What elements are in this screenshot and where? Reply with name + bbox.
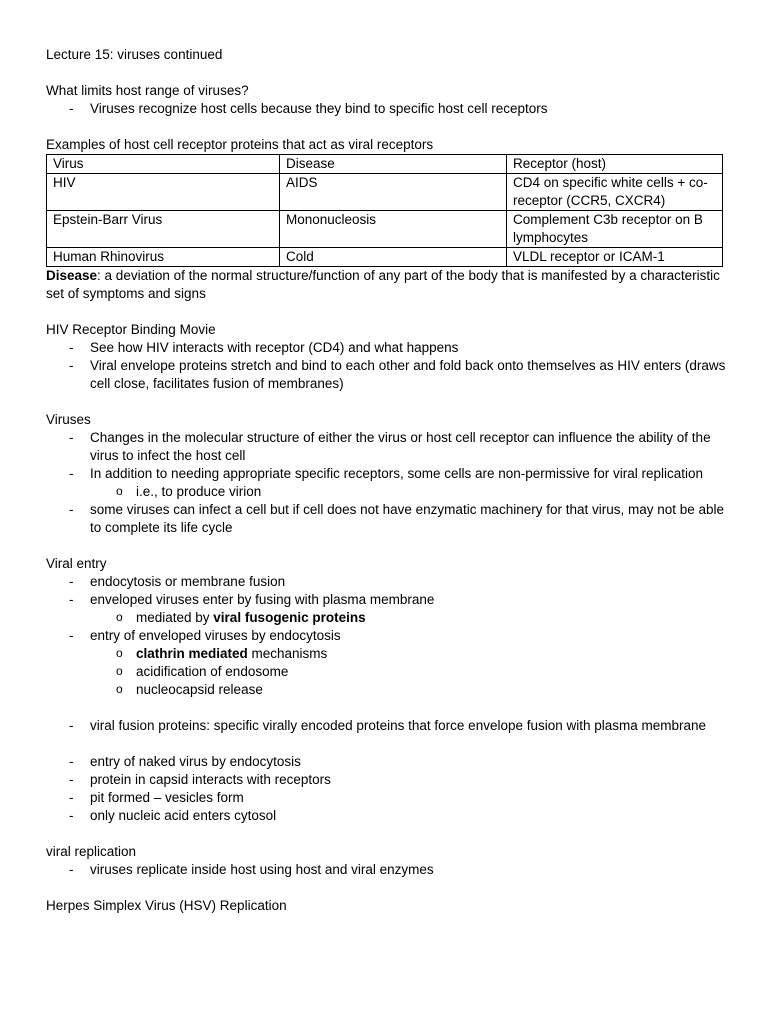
table-cell: AIDS [280,174,507,211]
hiv-movie-heading: HIV Receptor Binding Movie [46,322,216,337]
table-cell: VLDL receptor or ICAM-1 [507,248,723,267]
list-item-text: entry of enveloped viruses by endocytosis [90,628,341,643]
table-header-cell: Virus [47,155,280,174]
document-page [46,46,726,915]
sub-list-item [46,645,726,663]
lecture-title: Lecture 15: viruses continued [46,47,223,62]
table-cell: CD4 on specific white cells + co-receptor (CCR5, CXCR4) [507,174,723,211]
list-item: - pit formed – vesicles form [46,789,726,807]
table-cell: HIV [47,174,280,211]
viral-replication-list [46,861,726,879]
receptor-table-caption: Examples of host cell receptor proteins that act as viral receptors [46,137,434,152]
sub-list-item: o i.e., to produce virion [46,483,726,501]
list-item: - endocytosis or membrane fusion [46,573,726,591]
disease-definition-text: : a deviation of the normal structure/function of any part of the body that is manifested by a characteristic set of symptoms and signs [46,268,724,301]
table-cell: Human Rhinovirus [47,248,280,267]
list-item: - entry of naked virus by endocytosis [46,753,726,771]
sub-list [46,609,726,627]
table-row [47,211,723,248]
list-item: - Viruses recognize host cells because they bind to specific host cell receptors [46,100,726,118]
host-range-list [46,100,726,118]
sub-list-item: o nucleocapsid release [46,681,726,699]
list-item: - only nucleic acid enters cytosol [46,807,726,825]
disease-definition [46,267,726,303]
table-cell: Cold [280,248,507,267]
list-item-text: enveloped viruses enter by fusing with plasma membrane [90,592,435,607]
list-item: - Viral envelope proteins stretch and bind to each other and fold back onto themselves as HIV enters (draws cell close, facilitates fusion of membranes) [46,357,726,393]
sub-list [46,645,726,699]
table-header-cell: Disease [280,155,507,174]
receptor-table [46,154,723,267]
list-item [46,627,726,699]
list-item-text: In addition to needing appropriate specific receptors, some cells are non-permissive for viral replication [90,466,704,481]
table-cell: Epstein-Barr Virus [47,211,280,248]
sub-list-item: o acidification of endosome [46,663,726,681]
viruses-list [46,429,726,537]
table-header-row [47,155,723,174]
table-row [47,174,723,211]
hiv-movie-list [46,339,726,393]
sub-item-suffix: mechanisms [247,646,328,661]
sub-list-item [46,609,726,627]
table-header-cell: Receptor (host) [507,155,723,174]
sub-item-bold: viral fusogenic proteins [213,610,366,625]
list-item [46,465,726,501]
table-cell: Complement C3b receptor on B lymphocytes [507,211,723,248]
list-item: - Changes in the molecular structure of either the virus or host cell receptor can influence the ability of the virus to infect the host cell [46,429,726,465]
host-range-heading: What limits host range of viruses? [46,83,249,98]
viral-replication-heading: viral replication [46,844,137,859]
naked-virus-list [46,753,726,825]
list-item [46,591,726,627]
list-item: - viruses replicate inside host using host and viral enzymes [46,861,726,879]
list-item: - some viruses can infect a cell but if cell does not have enzymatic machinery for that virus, may not be able to complete its life cycle [46,501,726,537]
hsv-heading: Herpes Simplex Virus (HSV) Replication [46,898,287,913]
sub-item-prefix: mediated by [136,610,214,625]
sub-item-bold: clathrin mediated [136,646,248,661]
sub-list [46,483,726,501]
table-row [47,248,723,267]
viral-entry-heading: Viral entry [46,556,107,571]
list-item: - viral fusion proteins: specific virally encoded proteins that force envelope fusion with plasma membrane [46,717,726,735]
list-item: - protein in capsid interacts with receptors [46,771,726,789]
disease-term: Disease [46,268,98,283]
table-cell: Mononucleosis [280,211,507,248]
viral-entry-list [46,573,726,699]
viral-fusion-list [46,717,726,735]
list-item: - See how HIV interacts with receptor (CD4) and what happens [46,339,726,357]
viruses-heading: Viruses [46,412,91,427]
